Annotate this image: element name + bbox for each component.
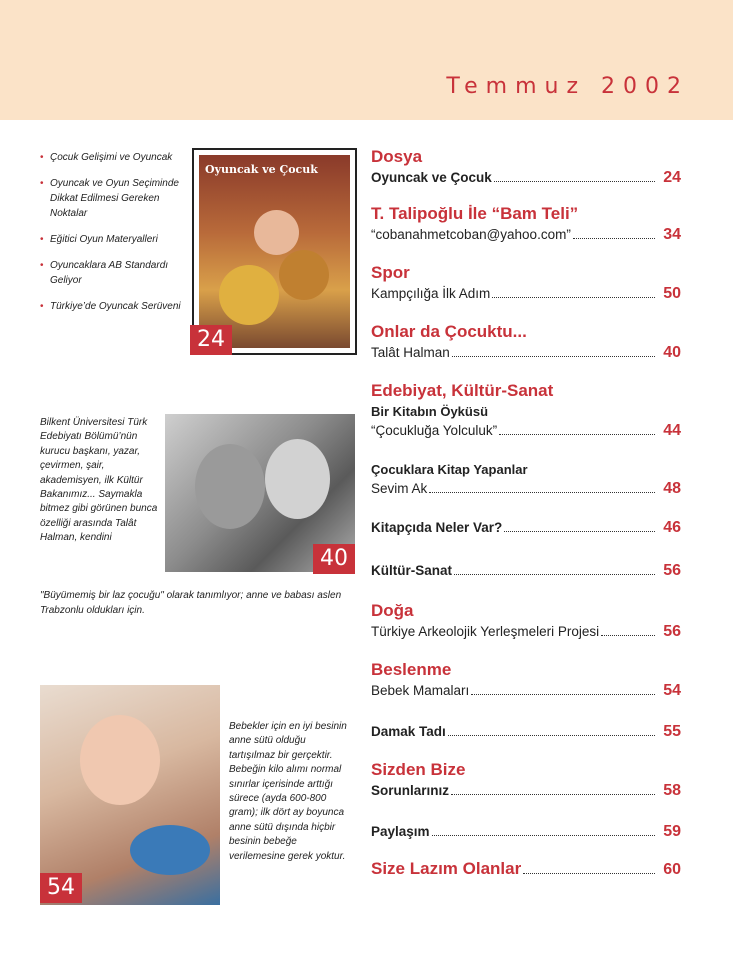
cover-photo bbox=[199, 155, 350, 348]
baby-caption: Bebekler için en iyi besinin anne sütü olduğu tartışılmaz bir gerçektir. Bebeğin kilo alımı normal sınırlar içerisinde arttığı sürece (ayda 600-800 gram); ilk dört ay boyunca anne sütü dışında hiçbir besinin bebeğe verilemesine gerek yoktur. bbox=[229, 721, 347, 862]
issue-date: Temmuz 2002 bbox=[446, 74, 689, 99]
topic-item: • Çocuk Gelişimi ve Oyuncak bbox=[40, 152, 173, 163]
section-doga-title: Doğa bbox=[371, 601, 414, 620]
bullet-icon: • bbox=[40, 260, 44, 271]
section-dosya-title: Dosya bbox=[371, 147, 423, 166]
section-bamteli-title: T. Talipoğlu İle “Bam Teli” bbox=[371, 204, 579, 223]
section-edebiyat-title: Edebiyat, Kültür-Sanat bbox=[371, 381, 554, 400]
toc-entry-dosya[interactable]: Oyuncak ve Çocuk 24 bbox=[371, 169, 681, 186]
bullet-icon: • bbox=[40, 178, 44, 189]
baby-page-badge: 54 bbox=[40, 873, 82, 903]
toc-entry-cocukluga-yolculuk[interactable]: “Çocukluğa Yolculuk” 44 bbox=[371, 422, 681, 439]
toc-sub-kitap-yapanlar: Çocuklara Kitap Yapanlar bbox=[371, 462, 528, 477]
toc-sub-kitap-oykusu: Bir Kitabın Öyküsü bbox=[371, 404, 489, 419]
dossier-cover-image[interactable] bbox=[192, 148, 357, 355]
section-onlar-title: Onlar da Çocuktu... bbox=[371, 322, 527, 341]
section-beslenme-title: Beslenme bbox=[371, 660, 452, 679]
baby-face-shape bbox=[80, 715, 160, 805]
man-face-shape bbox=[195, 444, 265, 529]
toc-entry-spor[interactable]: Kampçılığa İlk Adım 50 bbox=[371, 285, 681, 302]
child-shape bbox=[254, 210, 299, 255]
teddy-bear-shape bbox=[219, 265, 279, 325]
halman-page-badge: 40 bbox=[313, 544, 355, 574]
section-spor-title: Spor bbox=[371, 263, 410, 282]
toc-entry-bebek-mamalari[interactable]: Bebek Mamaları 54 bbox=[371, 682, 681, 699]
dossier-topic-list bbox=[40, 150, 190, 325]
bowl-shape bbox=[130, 825, 210, 875]
toc-entry-paylasim[interactable]: Paylaşım 59 bbox=[371, 823, 681, 840]
toc-entry-sorunlariniz[interactable]: Sorunlarınız 58 bbox=[371, 782, 681, 799]
toc-entry-bamteli[interactable]: “cobanahmetcoban@yahoo.com” 34 bbox=[371, 226, 681, 243]
topic-item: • Oyuncak ve Oyun Seçiminde Dikkat Edilmesi Gereken Noktalar bbox=[40, 178, 179, 219]
toc-entry-onlar[interactable]: Talât Halman 40 bbox=[371, 344, 681, 361]
header-band bbox=[0, 0, 733, 120]
topic-item: • Eğitici Oyun Materyalleri bbox=[40, 234, 158, 245]
bullet-icon: • bbox=[40, 301, 44, 312]
toc-entry-lazim[interactable]: Size Lazım Olanlar 60 bbox=[371, 859, 681, 878]
baby-photo[interactable] bbox=[40, 685, 220, 905]
toc-entry-damak-tadi[interactable]: Damak Tadı 55 bbox=[371, 723, 681, 740]
cover-page-badge: 24 bbox=[190, 325, 232, 355]
toc-entry-sevim-ak[interactable]: Sevim Ak 48 bbox=[371, 480, 681, 497]
bullet-icon: • bbox=[40, 234, 44, 245]
topic-item: • Oyuncaklara AB Standardı Geliyor bbox=[40, 260, 169, 286]
bullet-icon: • bbox=[40, 152, 44, 163]
table-of-contents bbox=[371, 146, 681, 879]
toc-entry-kultur-sanat[interactable]: Kültür-Sanat 56 bbox=[371, 562, 681, 579]
teddy-bear-shape bbox=[279, 250, 329, 300]
section-sizden-title: Sizden Bize bbox=[371, 760, 466, 779]
cover-title: Oyuncak ve Çocuk bbox=[205, 163, 318, 176]
girl-face-shape bbox=[265, 439, 330, 519]
halman-caption: Bilkent Üniversitesi Türk Edebiyatı Bölümü’nün kurucu başkanı, yazar, çevirmen, şair, akademisyen, ilk Kültür Bakanımız... Saymakla bitmez gibi görünen bunca özelliği arasında Talât Halman, kendini bbox=[40, 417, 158, 544]
halman-caption-continued: "Büyümemiş bir laz çocuğu" olarak tanımlıyor; anne ve babası aslen Trabzonlu oldukları için. bbox=[40, 590, 342, 616]
toc-entry-kitapcida[interactable]: Kitapçıda Neler Var? 46 bbox=[371, 519, 681, 536]
topic-item: • Türkiye’de Oyuncak Serüveni bbox=[40, 301, 181, 312]
toc-entry-doga[interactable]: Türkiye Arkeolojik Yerleşmeleri Projesi 56 bbox=[371, 623, 681, 640]
